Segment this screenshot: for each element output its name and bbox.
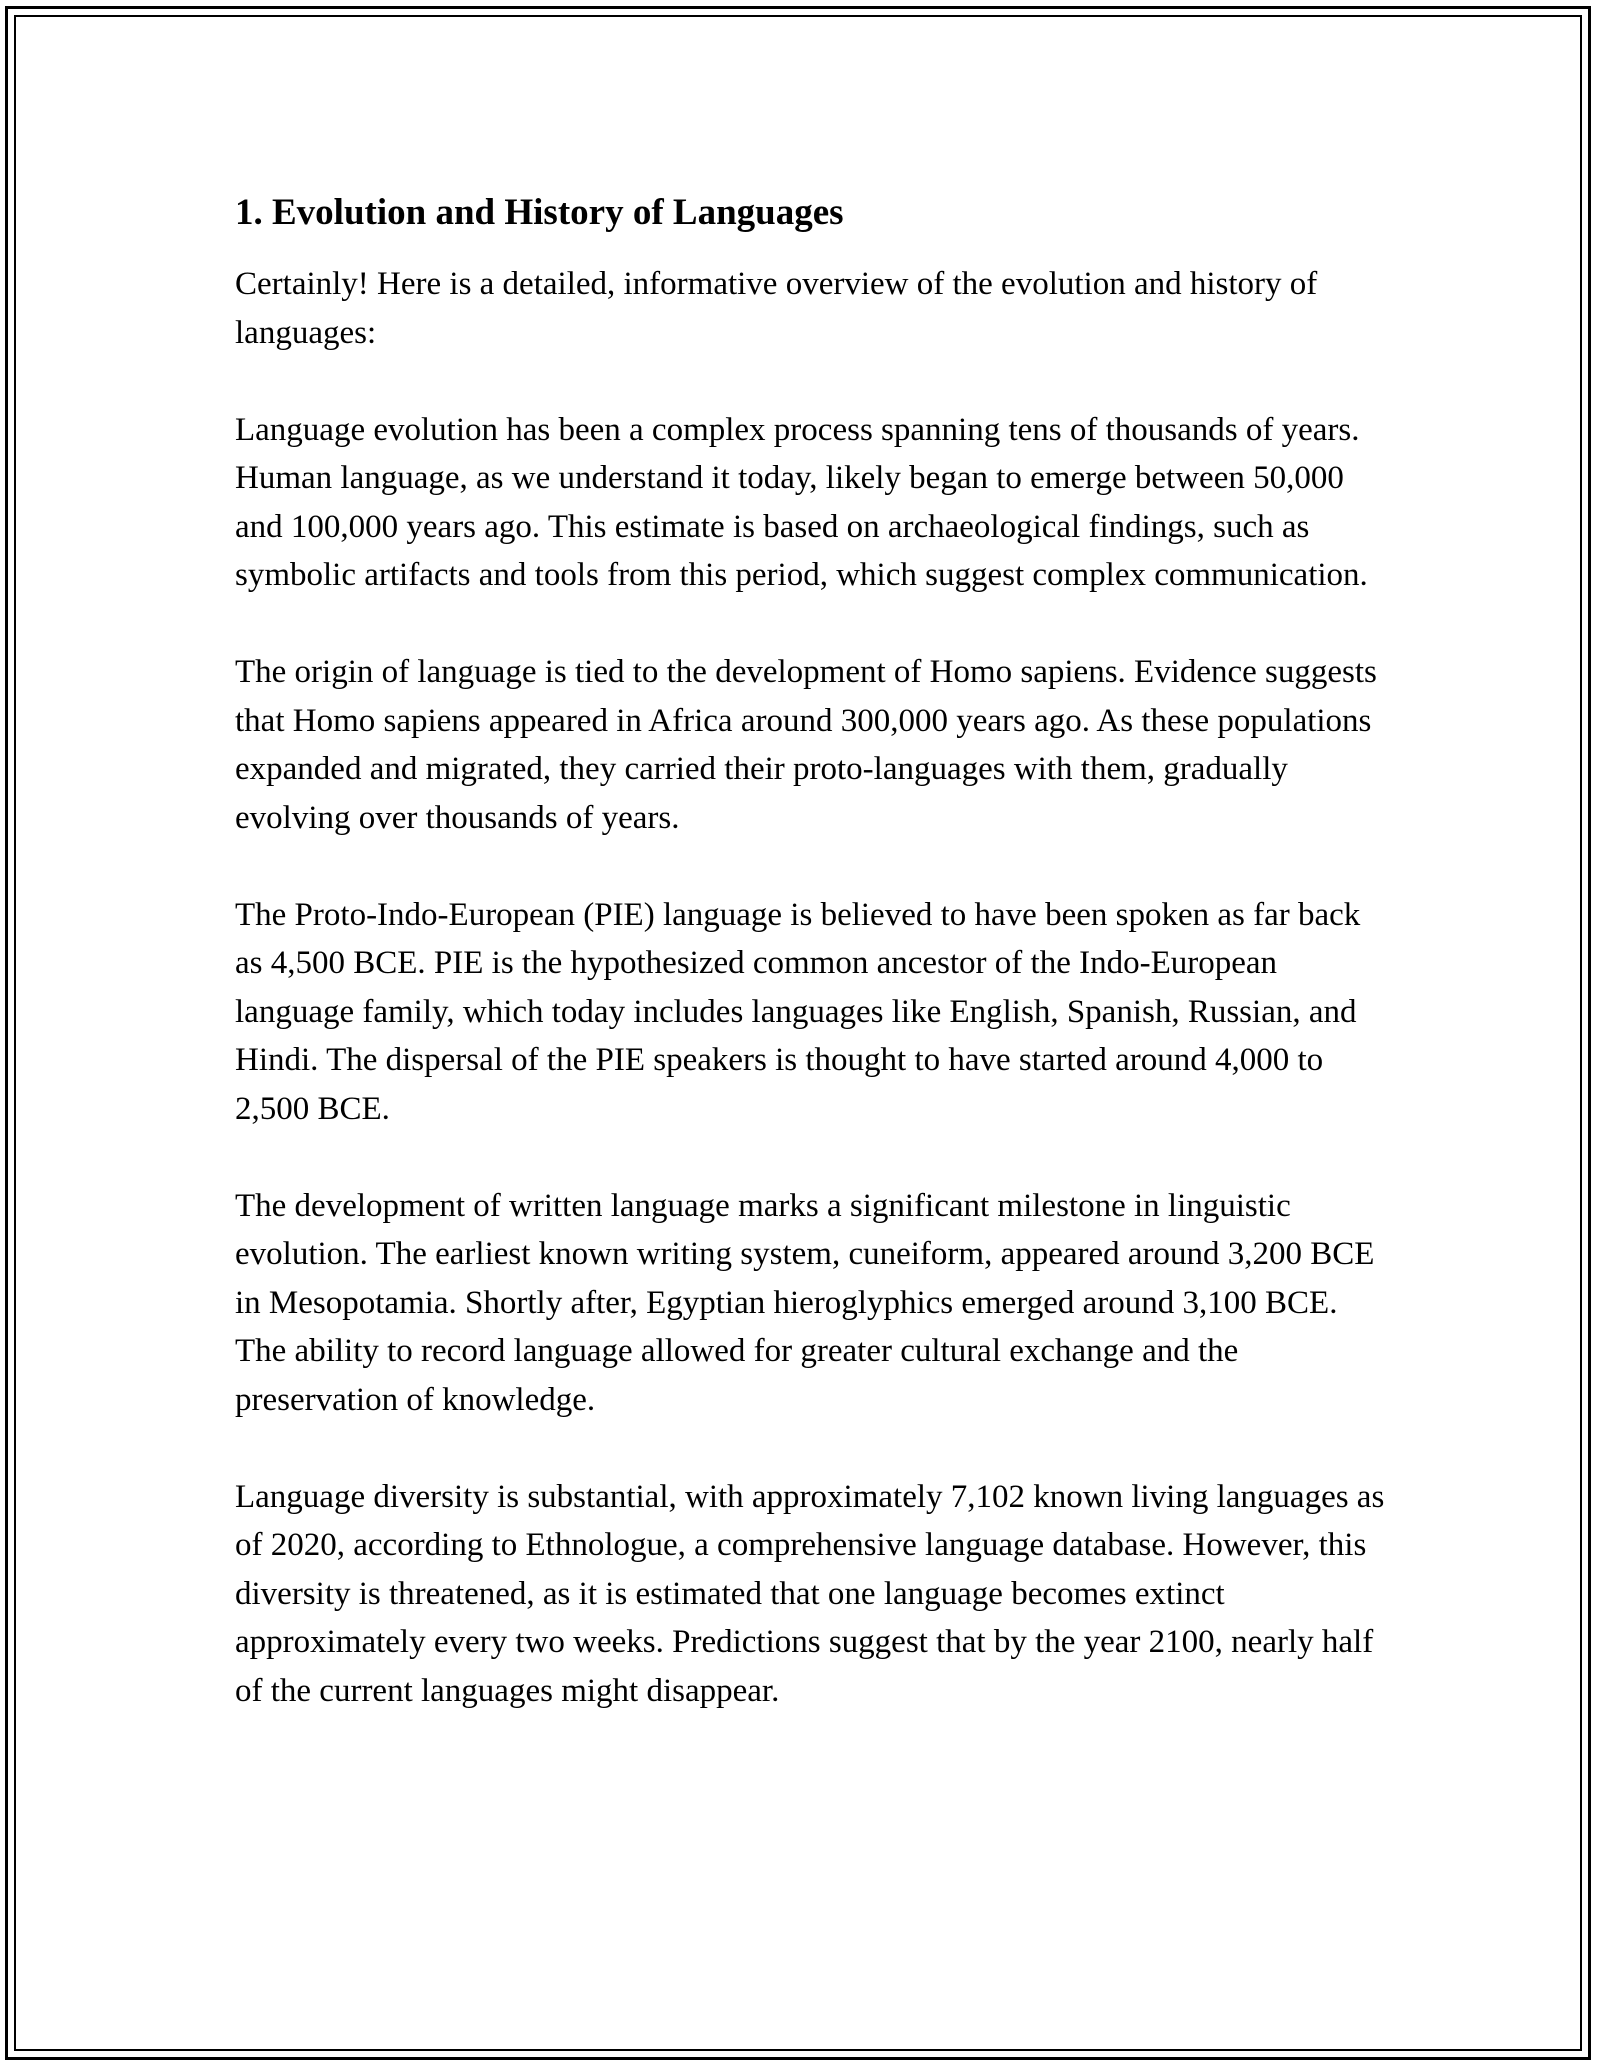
paragraph-language-evolution: Language evolution has been a complex process spanning tens of thousands of years. Human language, as we understand it today, likely began to emerge between 50,000 and 100,000 years ago. This estimate is based on archaeological findings, such as symbolic artifacts and tools from this period, which suggest complex communication. [235,411,1368,593]
paragraph-origin-homo-sapiens: The origin of language is tied to the development of Homo sapiens. Evidence suggests that Homo sapiens appeared in Africa around 300,000 years ago. As these populations expanded and migrated, they carried their proto-languages with them, gradually evolving over thousands of years. [235,654,1377,836]
paragraph-proto-indo-european: The Proto-Indo-European (PIE) language is believed to have been spoken as far back as 4,500 BCE. PIE is the hypothesized common ancestor of the Indo-European language family, which today includes languages like English, Spanish, Russian, and Hindi. The dispersal of the PIE speakers is thought to have started around 4,000 to 2,500 BCE. [235,896,1361,1127]
paragraph-language-diversity: Language diversity is substantial, with approximately 7,102 known living languages as of 2020, according to Ethnologue, a comprehensive language database. However, this diversity is threatened, as it is estimated that one language becomes extinct approximately every two weeks. Predictions suggest that by the year 2100, nearly half of the current languages might disappear. [235,1478,1385,1709]
intro-paragraph: Certainly! Here is a detailed, informative overview of the evolution and history of languages: [235,266,1318,351]
paragraph-written-language: The development of written language marks a significant milestone in linguistic evolution. The earliest known writing system, cuneiform, appeared around 3,200 BCE in Mesopotamia. Shortly after, Egyptian hieroglyphics emerged around 3,100 BCE. The ability to record language allowed for greater cultural exchange and the preservation of knowledge. [235,1187,1375,1418]
page-title: 1. Evolution and History of Languages [235,192,844,233]
document-body [235,186,1385,1764]
